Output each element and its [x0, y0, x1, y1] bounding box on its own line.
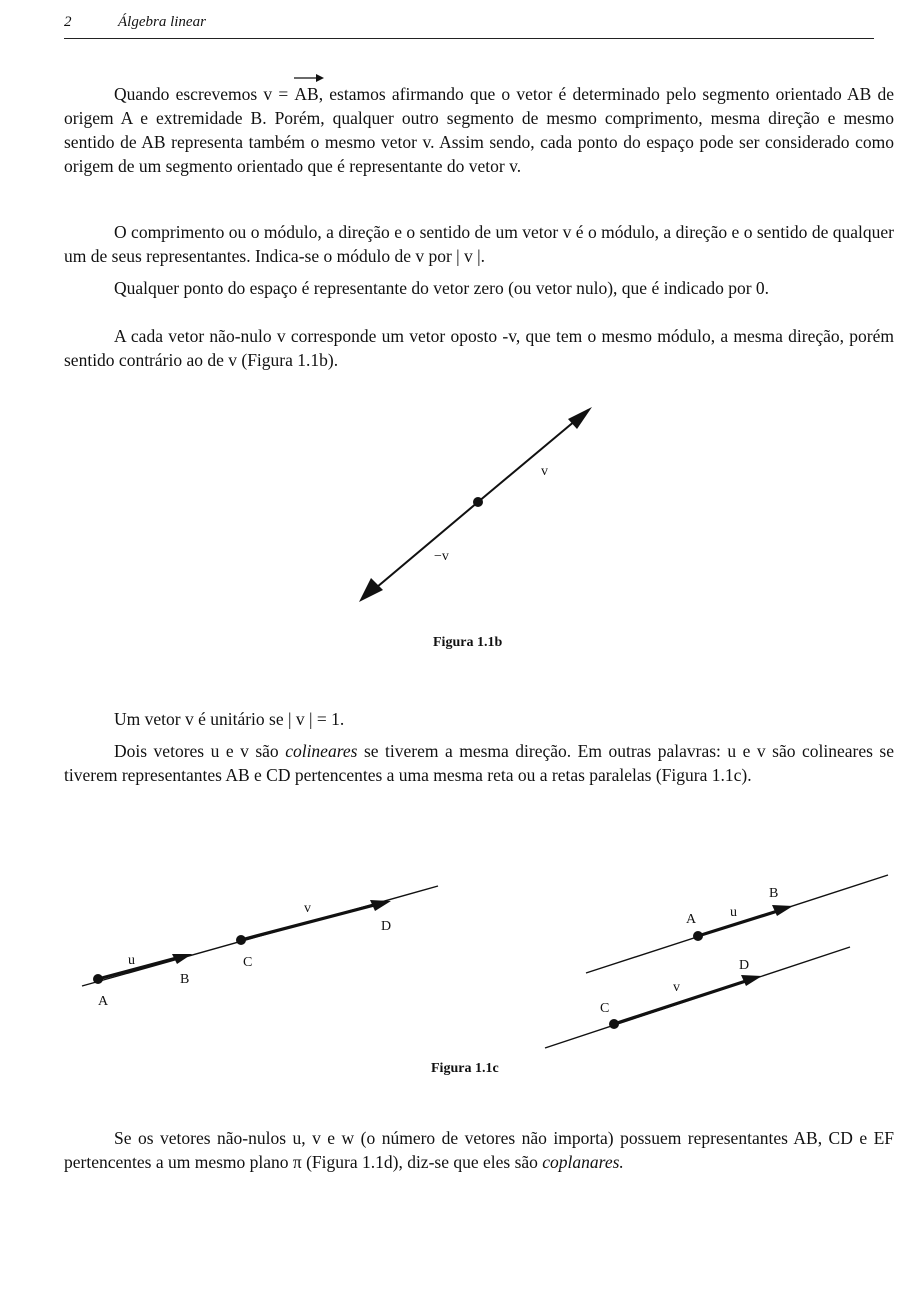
caption-figure-1-1c: Figura 1.1c	[431, 1061, 499, 1076]
running-title: Álgebra linear	[118, 14, 206, 30]
point-a-right	[693, 931, 703, 941]
paragraph-3: Qualquer ponto do espaço é representante do vetor zero (ou vetor nulo), que é indicado por 0.	[114, 278, 770, 298]
arrowhead-neg-v-icon	[359, 578, 383, 602]
arrowhead-u-right-icon	[772, 905, 793, 916]
label-b-right: B	[769, 886, 779, 901]
term-coplanares: coplanares.	[542, 1152, 624, 1172]
arrowhead-u-left-icon	[172, 954, 192, 964]
vector-arrow-icon	[294, 72, 324, 82]
figure-1-1c	[0, 860, 916, 1050]
paragraph-5: Um vetor v é unitário se | v | = 1.	[114, 709, 345, 729]
vector-ab: AB,	[294, 82, 323, 106]
arrowhead-v-right-icon	[741, 975, 762, 986]
label-c-left: C	[243, 955, 253, 970]
page-number: 2	[64, 14, 72, 30]
label-a-right: A	[686, 912, 697, 927]
label-d-right: D	[739, 958, 750, 973]
label-d-left: D	[381, 919, 392, 934]
label-neg-v: −v	[434, 549, 449, 564]
segment-ab-right	[698, 909, 784, 936]
paragraph-1-body: estamos afirmando que o vetor é determinado pelo segmento orientado AB de origem A e extremidade B. Porém, qualquer outro segmento de mesmo comprimento, mesma direção e mesmo sentido de AB representa também o mesmo vetor v. Assim sendo, cada ponto do espaço pode ser considerado como origem de um segmento orientado que é representante do vetor v.	[64, 84, 894, 176]
paragraph-1	[64, 82, 894, 178]
origin-point	[473, 497, 483, 507]
label-u-right: u	[730, 905, 737, 920]
label-u-left: u	[128, 953, 135, 968]
arrowhead-v-left-icon	[370, 900, 391, 911]
label-b-left: B	[180, 972, 190, 987]
paragraph-1-lead: Quando escrevemos v =	[114, 84, 289, 104]
arrowhead-v-icon	[568, 407, 592, 429]
point-a-left	[93, 974, 103, 984]
point-c-left	[236, 935, 246, 945]
figure-1-1b	[0, 395, 916, 615]
label-v-right: v	[673, 980, 680, 995]
term-colineares: colineares	[285, 741, 358, 761]
paragraph-4: A cada vetor não-nulo v corresponde um vetor oposto -v, que tem o mesmo módulo, a mesma direção, porém sentido contrário ao de v (Figura 1.1b).	[64, 326, 894, 370]
label-v-left: v	[304, 901, 311, 916]
vector-v-line	[478, 410, 588, 502]
segment-cd-left	[241, 903, 382, 940]
segment-cd-right	[614, 979, 752, 1024]
paragraph-6: Dois vetores u e v são colineares se tiverem a mesma direção. Em outras palavras: u e v são colineares se tiverem representantes AB e CD pertencentes a uma mesma reta ou a retas paralelas (Figura 1.1c).	[64, 741, 894, 785]
caption-figure-1-1b: Figura 1.1b	[433, 635, 503, 650]
point-c-right	[609, 1019, 619, 1029]
paragraph-2: O comprimento ou o módulo, a direção e o sentido de um vetor v é o módulo, a direção e o sentido de qualquer um de seus representantes. Indica-se o módulo de v por | v |.	[64, 222, 894, 266]
label-c-right: C	[600, 1001, 610, 1016]
segment-ab-left	[98, 956, 184, 979]
paragraph-7: Se os vetores não-nulos u, v e w (o número de vetores não importa) possuem representantes AB, CD e EF pertencentes a um mesmo plano π (Figura 1.1d), diz-se que eles são coplanares.	[64, 1128, 894, 1172]
vector-neg-v-line	[364, 502, 478, 598]
label-a-left: A	[98, 994, 109, 1009]
label-v: v	[541, 464, 548, 479]
page-header	[64, 10, 874, 39]
